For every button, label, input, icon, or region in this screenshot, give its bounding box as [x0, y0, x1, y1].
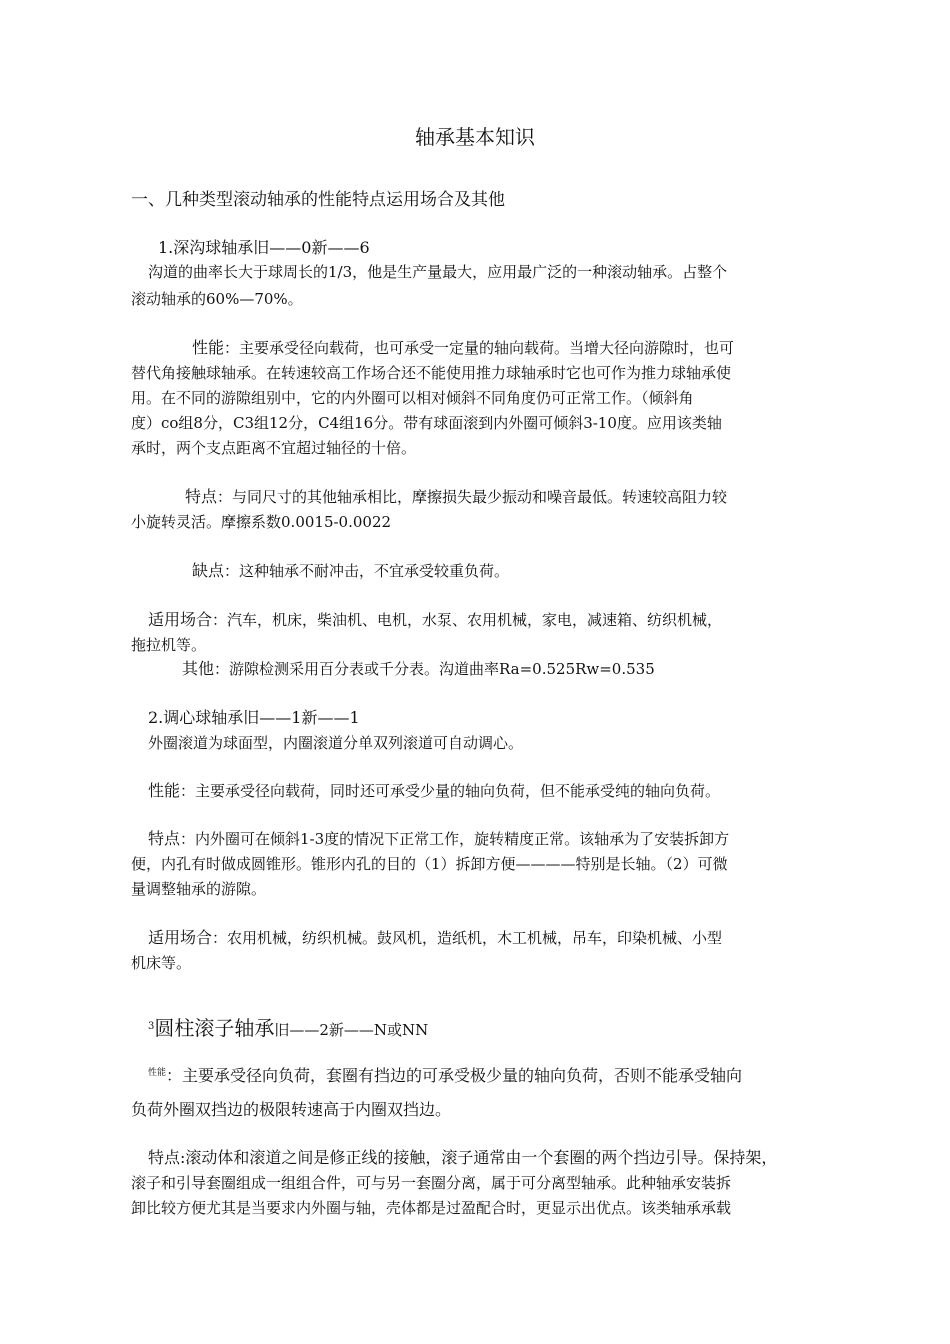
paragraph-line: 特点：内外圈可在倾斜1-3度的情况下正常工作，旋转精度正常。该轴承为了安装拆卸方 — [148, 829, 730, 848]
paragraph-line: 小旋转灵活。摩擦系数0.0015-0.0022 — [131, 513, 392, 531]
application-label: 适用场合 — [148, 610, 213, 629]
feature-label: 特点 — [148, 829, 181, 848]
paragraph-line: 滚子和引导套圈组成一组组合件，可与另一套圈分离，属于可分离型轴承。此种轴承安装拆 — [131, 1174, 732, 1192]
paragraph-line: 用。在不同的游隙组别中，它的内外圈可以相对倾斜不同角度仍可正常工作。（倾斜角 — [131, 389, 694, 407]
paragraph-line: $^{性能}$：主要承受径向负荷，套圈有挡边的可承受极少量的轴向负荷，否则不能承受轴向 — [148, 1066, 743, 1085]
section-number: 3 — [148, 1021, 155, 1032]
paragraph-line: 沟道的曲率长大于球周长的1/3，他是生产量最大，应用最广泛的一种滚动轴承。占整个 — [148, 263, 728, 281]
other-label: 其他 — [182, 659, 215, 678]
performance-label: 性能 — [148, 781, 181, 800]
paragraph-line: 替代角接触球轴承。在转速较高工作场合还不能使用推力球轴承时它也可作为推力球轴承使 — [131, 364, 732, 382]
document-title: 轴承基本知识 — [415, 125, 535, 149]
paragraph-line: 适用场合：农用机械，纺织机械。鼓风机，造纸机，木工机械，吊车，印染机械、小型 — [148, 928, 723, 947]
paragraph-line: 缺点：这种轴承不耐冲击，不宜承受较重负荷。 — [192, 561, 510, 580]
performance-label: 性能 — [148, 1068, 167, 1078]
performance-label: 性能 — [192, 338, 225, 357]
paragraph-line: 性能：主要承受径向载荷，也可承受一定量的轴向载荷。当增大径向游隙时，也可 — [192, 338, 735, 357]
paragraph-line: 滚动轴承的60%—70%。 — [131, 290, 303, 308]
paragraph-line: 拖拉机等。 — [131, 636, 207, 654]
paragraph-line: 特点:滚动体和滚道之间是修正线的接触，滚子通常由一个套圈的两个挡边引导。保持架， — [148, 1148, 778, 1167]
paragraph-line: 机床等。 — [131, 954, 192, 972]
paragraph-line: 性能：主要承受径向载荷，同时还可承受少量的轴向负荷，但不能承受纯的轴向负荷。 — [148, 781, 721, 800]
defect-label: 缺点 — [192, 561, 225, 580]
subsection-heading-cylindrical: $^3$圆柱滚子轴承旧——2新——N或NN — [148, 1016, 429, 1040]
paragraph-line: 其他：游隙检测采用百分表或千分表。沟道曲率Ra=0.525Rw=0.535 — [182, 659, 655, 678]
paragraph-line: 承时，两个支点距离不宜超过轴径的十倍。 — [131, 439, 417, 457]
paragraph-line: 卸比较方便尤其是当要求内外圈与轴，壳体都是过盈配合时，更显示出优点。该类轴承承载 — [131, 1199, 732, 1217]
paragraph-line: 特点：与同尺寸的其他轴承相比，摩擦损失最少振动和噪音最低。转速较高阻力较 — [185, 487, 728, 506]
paragraph-line: 量调整轴承的游隙。 — [131, 880, 267, 898]
paragraph-line: 负荷外圈双挡边的极限转速高于内圈双挡边。 — [131, 1100, 452, 1119]
application-label: 适用场合 — [148, 928, 213, 947]
feature-label: 特点 — [148, 1148, 181, 1167]
paragraph-line: 度）co组8分，C3组12分，C4组16分。带有球面滚到内外圈可倾斜3-10度。应用该类轴 — [131, 414, 722, 432]
subsection-heading-self-aligning: 2.调心球轴承旧——1新——1 — [148, 708, 360, 727]
feature-label: 特点 — [185, 487, 218, 506]
paragraph-line: 适用场合：汽车，机床，柴油机、电机，水泵、农用机械，家电，减速箱、纺织机械， — [148, 610, 723, 629]
section-heading: 一、几种类型滚动轴承的性能特点运用场合及其他 — [131, 190, 505, 210]
paragraph-line: 便，内孔有时做成圆锥形。锥形内孔的目的（1）拆卸方便————特别是长轴。（2）可微 — [131, 855, 728, 873]
paragraph-line: 外圈滚道为球面型，内圈滚道分单双列滚道可自动调心。 — [148, 734, 524, 752]
subsection-heading-deep-groove: 1.深沟球轴承旧——0新——6 — [158, 238, 370, 257]
